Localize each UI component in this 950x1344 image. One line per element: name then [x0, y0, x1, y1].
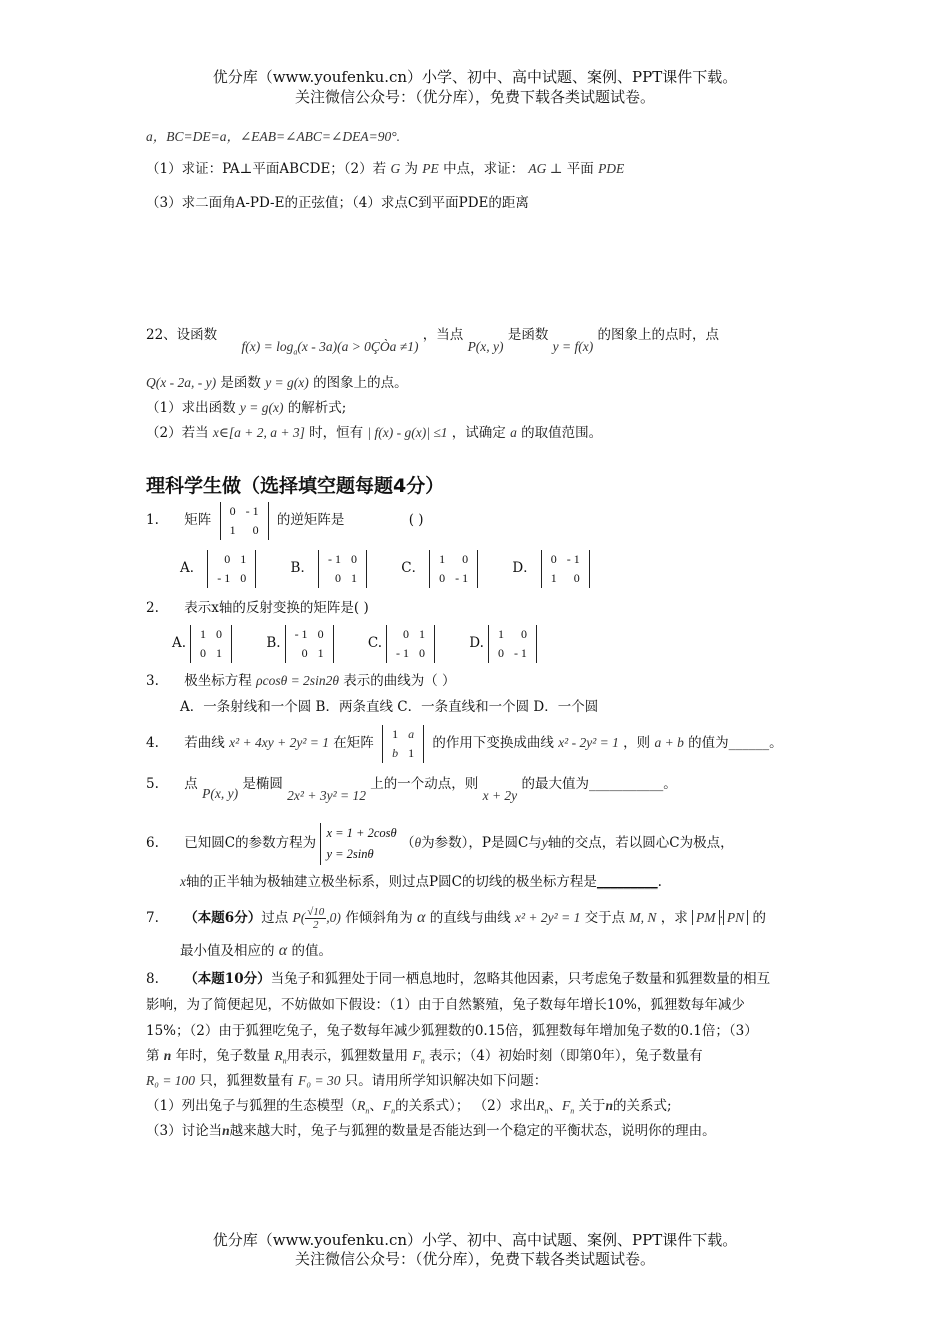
p4-text-3: 的作用下变换成曲线: [432, 735, 554, 751]
problem-8-line-4: 第 n 年时，兔子数量 $R_n$用表示，狐狸数量用 $F_n$ 表示；（4）初始时刻（即第0年），兔子数量有: [146, 1048, 703, 1066]
p5-point: P(x, y): [202, 786, 239, 801]
p8-fn: $F_n$: [412, 1048, 425, 1066]
q1-text-d: 平面: [566, 161, 594, 177]
p5-number: 5.: [146, 776, 159, 792]
q22-point-q: Q(x - 2a, - y): [146, 375, 217, 390]
p7-text-6: 的: [752, 910, 766, 926]
p7-mn: M, N: [629, 910, 657, 925]
p1-option-d: D． 0 - 1 1 0: [512, 548, 593, 588]
p8-s1-rn: $R_n$: [357, 1098, 370, 1116]
p5-expr: x + 2y: [482, 788, 518, 803]
p1-option-b: B． - 1 0 0 1: [291, 548, 371, 588]
problem-6: [146, 822, 734, 865]
p3-number: 3.: [146, 673, 159, 689]
p6-text-4: 轴的交点，若以圆心C为极点，: [547, 835, 734, 851]
problem-given: [146, 128, 400, 146]
p1-matrix: 0 - 1 1 0: [220, 502, 269, 540]
p1-options: [180, 548, 620, 588]
p2-text: 表示x轴的反射变换的矩阵是( ): [184, 600, 369, 616]
footer-line-1: 优分库（www.youfenku.cn）小学、初中、高中试题、案例、PPT课件下载。: [212, 1231, 738, 1249]
p2-options: [172, 623, 567, 663]
q22-point: P(x, y): [467, 339, 504, 354]
p7-point: $P(\frac{√10}{2},0)$: [292, 905, 341, 931]
var-g: G: [390, 161, 401, 176]
q22-func-rest: (x - 3a)(a > 0ÇÒa ≠1): [297, 339, 419, 354]
p5-blank[interactable]: ___________: [588, 776, 664, 792]
p4-text-1: 若曲线: [184, 735, 225, 751]
p3-tail: 表示的曲线为（ ）: [343, 673, 456, 689]
p6-text-1: 已知圆C的参数方程为: [184, 835, 317, 851]
header-line-1: 优分库（www.youfenku.cn）小学、初中、高中试题、案例、PPT课件下载。: [212, 68, 738, 86]
p7-text-2: 作倾斜角为: [345, 910, 413, 926]
p4-blank[interactable]: ______: [728, 735, 770, 751]
q22-s2-ineq: | f(x) - g(x)| ≤1: [367, 425, 448, 440]
problem-22-sub-2: [146, 424, 602, 442]
p8-r0: R₀ = 100: [146, 1073, 196, 1088]
problem-8-line-1: [146, 970, 770, 988]
p5-text-1: 点: [184, 776, 198, 792]
p6-theta: θ: [414, 835, 422, 850]
problem-8-line-3: 15%；（2）由于狐狸吃兔子，兔子数每年减少狐狸数的0.15倍，狐狸数每年增加兔子数的0.1倍；（3）: [146, 1023, 758, 1039]
p8-number: 8.: [146, 971, 159, 987]
var-pde: PDE: [598, 161, 625, 176]
q22-s2-range: x∈[a + 2, a + 3]: [212, 425, 305, 440]
q22-s2-mid: 时，恒有: [309, 425, 364, 441]
q22-s2-end: 的取值范围。: [521, 425, 603, 441]
p5-end: 。: [663, 776, 677, 792]
p6-end: .: [657, 874, 662, 890]
q22-s2-mid2: ，试确定: [451, 425, 506, 441]
section-title: 理科学生做（选择填空题每题4分）: [146, 475, 445, 497]
problem-3: [146, 672, 456, 690]
p1-tail: 的逆矩阵是: [276, 512, 345, 528]
problem-part-3-4: （3）求二面角A-PD-E的正弦值；（4）求点C到平面PDE的距离: [146, 195, 529, 211]
p4-curve-1: x² + 4xy + 2y² = 1: [229, 735, 329, 750]
p6-number: 6.: [146, 835, 159, 851]
q22-mid-2: 是函数: [507, 327, 549, 343]
q22-s1-func: y = g(x): [239, 400, 284, 415]
q22-s2-text: （2）若当: [146, 425, 209, 441]
p7-line2-b: 的值。: [291, 943, 332, 959]
p2-number: 2.: [146, 600, 159, 616]
problem-part-1-2: [146, 160, 624, 178]
p1-option-c: C． 1 0 0 - 1: [401, 548, 482, 588]
q22-s1-end: 的解析式;: [287, 400, 347, 416]
given-text: a，BC=DE=a，∠EAB=∠ABC=∠DEA=90°.: [146, 129, 400, 144]
p5-text-2: 是椭圆: [242, 776, 283, 792]
problem-7: [146, 900, 766, 936]
q1-text-b: 为: [404, 161, 418, 177]
p2-option-a: A. 1 0 0 1: [172, 623, 236, 663]
p4-ab: a + b: [654, 735, 684, 750]
q22-lead: 22、设函数: [146, 327, 218, 343]
p4-text-5: 的值为: [688, 735, 729, 751]
p5-ellipse: 2x² + 3y² = 12: [287, 788, 366, 803]
p8-f0: F₀ = 30: [298, 1073, 341, 1088]
problem-7-line-2: [180, 942, 332, 960]
problem-5: [146, 775, 677, 803]
problem-22-line-2: [146, 374, 408, 392]
p4-text-4: ，则: [623, 735, 651, 751]
problem-8-sub-1-2: （1）列出兔子与狐狸的生态模型（$R_n$、$F_n$的关系式）； （2）求出$R_n$、$F_n$ 关于n的关系式;: [146, 1098, 672, 1116]
p7-line2-a: 最小值及相应的: [180, 943, 275, 959]
problem-22-line-1: [146, 326, 720, 357]
p7-line2-alpha: α: [278, 942, 288, 959]
q1-text: （1）求证：PA⊥平面ABCDE；（2）若: [146, 161, 387, 177]
p1-number: 1.: [146, 512, 159, 528]
problem-4: [146, 723, 783, 763]
p1-answer-paren: ( ): [408, 512, 424, 528]
p7-product: PM · PN: [692, 910, 748, 925]
q22-mid-1: ，当点: [422, 327, 464, 343]
problem-8-line-2: 影响，为了简便起见，不妨做如下假设：（1）由于自然繁殖，兔子数每年增长10%，狐狸数每年减少: [146, 997, 745, 1013]
q1-text-c: 中点，求证：: [443, 161, 525, 177]
p7-text-3: 的直线与曲线: [429, 910, 511, 926]
p1-text: 矩阵: [184, 512, 212, 528]
q22-func-sub: a: [293, 347, 298, 357]
q22-line2-func: y = g(x): [265, 375, 309, 390]
p4-end: 。: [769, 735, 783, 751]
p7-text-5: ，求: [660, 910, 688, 926]
p6-text-3: 为参数），P是圆C与: [421, 835, 542, 851]
problem-8-sub-3: （3）讨论当n越来越大时，兔子与狐狸的数量是否能达到一个稳定的平衡状态，说明你的理由。: [146, 1123, 716, 1139]
p6-text-2: （: [400, 835, 415, 851]
p8-rn: $R_n$: [274, 1048, 287, 1066]
p7-curve: x² + 2y² = 1: [515, 910, 581, 925]
p8-line-1: 当兔子和狐狸处于同一栖息地时，忽略其他因素，只考虑兔子数量和狐狸数量的相互: [270, 971, 771, 987]
q22-s1-text: （1）求出函数: [146, 400, 236, 416]
q22-mid-3: 的图象上的点时，点: [597, 327, 720, 343]
problem-8-line-5: R₀ = 100 只，狐狸数量有 F₀ = 30 只。请用所学知识解决如下问题：: [146, 1073, 548, 1089]
var-ag: AG ⊥: [528, 161, 563, 176]
p4-curve-2: x² - 2y² = 1: [558, 735, 619, 750]
p5-text-4: 的最大值为: [521, 776, 589, 792]
problem-2: [146, 599, 369, 617]
p4-number: 4.: [146, 735, 159, 751]
p6-eq-1: x = 1 + 2cosθ: [326, 825, 397, 840]
p6-x: x: [180, 874, 186, 889]
problem-6-line-2: [180, 873, 662, 891]
p7-alpha: α: [417, 909, 426, 926]
p4-text-2: 在矩阵: [333, 735, 374, 751]
header-line-2: 关注微信公众号：（优分库），免费下载各类试题试卷。: [294, 88, 655, 106]
p8-score: （本题10分）: [184, 971, 271, 987]
p8-s2-fn: $F_n$: [561, 1098, 575, 1116]
p6-parametric-system: [320, 823, 396, 865]
p6-line2-text: 轴的正半轴为极轴建立极坐标系，则过点P圆C的切线的极坐标方程是: [186, 874, 597, 890]
p5-text-3: 上的一个动点，则: [370, 776, 479, 792]
p2-option-d: D. 1 0 0 - 1: [469, 623, 541, 663]
p3-options: A．一条射线和一个圆 B．两条直线 C．一条直线和一个圆 D．一个圆: [180, 699, 599, 715]
p3-equation: ρcosθ = 2sin2θ: [256, 673, 339, 688]
q22-func-main: f(x) = log: [241, 339, 294, 354]
p2-option-b: B. - 1 0 0 1: [266, 623, 337, 663]
q22-s2-a: a: [510, 425, 517, 440]
q22-line2-text: 是函数: [220, 375, 261, 391]
p8-s1-fn: $F_n$: [382, 1098, 396, 1116]
p7-fraction: $\frac{√10}{2}$: [307, 905, 325, 931]
p7-score: （本题6分）: [184, 910, 262, 926]
p1-option-a: A． 0 1 - 1 0: [180, 548, 260, 588]
q22-yf: y = f(x): [552, 339, 594, 354]
q22-line2-end: 的图象上的点。: [313, 375, 408, 391]
problem-1: [146, 500, 424, 540]
p6-y: y: [541, 835, 548, 850]
q22-func: [241, 339, 419, 357]
footer-line-2: 关注微信公众号：（优分库），免费下载各类试题试卷。: [294, 1250, 655, 1268]
var-pe: PE: [422, 161, 439, 176]
p2-option-c: C. 0 1 - 1 0: [368, 623, 439, 663]
p7-text-1: 过点: [261, 910, 289, 926]
p6-eq-2: y = 2sinθ: [326, 846, 374, 861]
p6-blank[interactable]: _________: [596, 874, 658, 890]
p7-text-4: 交于点: [584, 910, 626, 926]
p7-number: 7.: [146, 910, 159, 926]
p8-s2-rn: $R_n$: [536, 1098, 549, 1116]
problem-22-sub-1: [146, 399, 346, 417]
p4-matrix: 1 a b 1: [382, 725, 424, 763]
p3-text: 极坐标方程: [184, 673, 252, 689]
